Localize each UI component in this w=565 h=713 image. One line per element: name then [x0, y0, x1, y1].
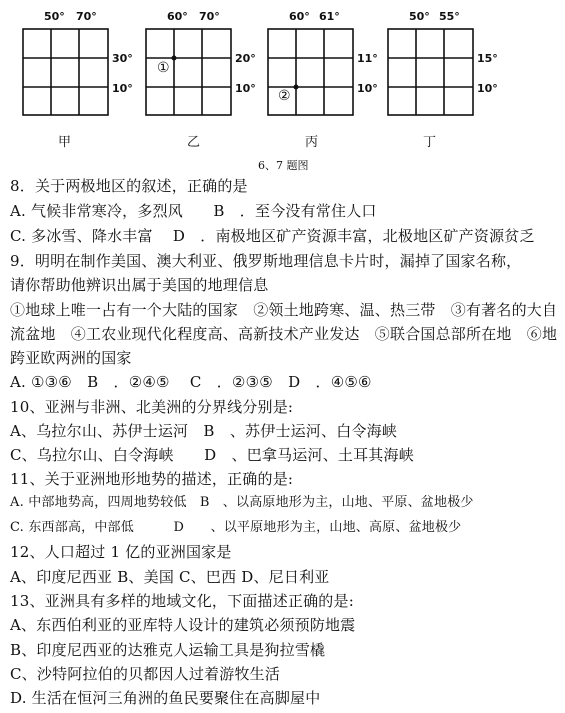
top-label-1: 60°: [167, 10, 188, 23]
q8-stem: 8．关于两极地区的叙述，正确的是: [10, 177, 248, 195]
top-label-1: 60°: [289, 10, 310, 23]
q12-options: A、印度尼西亚 B、美国 C、巴西 D、尼日利亚: [10, 568, 330, 586]
q11-options-ab: A. 中部地势高，四周地势较低 B 、以高原地形为主，山地、平原、盆地极少: [10, 495, 474, 510]
q13-option-b: B、印度尼西亚的达雅克人运输工具是狗拉雪橇: [10, 641, 326, 659]
q9-options: A. ①③⑥ B ．②④⑤ C ．②③⑤ D ．④⑤⑥: [10, 373, 372, 391]
figure-yi: [143, 0, 273, 160]
right-label-1: 20°: [235, 52, 256, 65]
location-dot: [172, 56, 177, 61]
top-label-1: 50°: [44, 10, 65, 23]
q9-stem-1: 9．明明在制作美国、澳大利亚、俄罗斯地理信息卡片时，漏掉了国家名称，: [10, 252, 522, 270]
q13-stem: 13、亚洲具有多样的地域文化，下面描述正确的是:: [10, 592, 354, 610]
q9-info-2: 流盆地 ④工农业现代化程度高、高新技术产业发达 ⑤联合国总部所在地 ⑥地: [10, 325, 558, 343]
q13-option-a: A、东西伯利亚的亚库特人设计的建筑必须预防地震: [10, 616, 356, 634]
right-label-2: 10°: [357, 82, 378, 95]
lat-lon-grid: [20, 0, 150, 160]
q11-stem: 11、关于亚洲地形地势的描述，正确的是:: [10, 470, 294, 488]
figure-name: 乙: [187, 135, 201, 150]
q13-option-d: D. 生活在恒河三角洲的鱼民要聚住在高脚屋中: [10, 689, 321, 707]
figure-jia: [20, 0, 150, 160]
q10-options-ab: A、乌拉尔山、苏伊士运河 B 、苏伊士运河、白令海峡: [10, 422, 398, 440]
lat-lon-grid: [385, 0, 515, 160]
point-marker-2: ②: [278, 88, 291, 104]
location-dot: [294, 85, 299, 90]
top-label-2: 70°: [76, 10, 97, 23]
figure-name: 丙: [305, 135, 319, 150]
figure-name: 甲: [58, 135, 72, 150]
figure-caption: 6、7 题图: [258, 159, 309, 172]
lat-lon-grid: [265, 0, 395, 160]
top-label-2: 61°: [319, 10, 340, 23]
q10-stem: 10、亚洲与非洲、北美洲的分界线分别是:: [10, 398, 294, 416]
right-label-1: 15°: [477, 52, 498, 65]
right-label-2: 10°: [112, 82, 133, 95]
top-label-2: 70°: [199, 10, 220, 23]
q12-stem: 12、人口超过 1 亿的亚洲国家是: [10, 543, 232, 561]
figure-bing: [265, 0, 395, 160]
q9-info-1: ①地球上唯一占有一个大陆的国家 ②领土地跨寒、温、热三带 ③有著名的大自: [10, 301, 558, 319]
right-label-2: 10°: [477, 82, 498, 95]
q8-options-cd: C. 多冰雪、降水丰富 D ．南极地区矿产资源丰富，北极地区矿产资源贫乏: [10, 227, 535, 245]
right-label-1: 11°: [357, 52, 378, 65]
q13-option-c: C、沙特阿拉伯的贝都因人过着游牧生活: [10, 665, 281, 683]
point-marker-1: ①: [157, 60, 170, 76]
right-label-2: 10°: [235, 82, 256, 95]
top-label-2: 55°: [439, 10, 460, 23]
figure-name: 丁: [423, 135, 437, 150]
figure-ding: [385, 0, 515, 160]
q9-stem-2: 请你帮助他辨识出属于美国的地理信息: [10, 276, 269, 294]
q11-options-cd: C. 东西部高，中部低 D 、以平原地形为主，山地、高原、盆地极少: [10, 520, 462, 535]
top-label-1: 50°: [409, 10, 430, 23]
right-label-1: 30°: [112, 52, 133, 65]
q9-info-3: 跨亚欧两洲的国家: [10, 349, 132, 367]
lat-lon-grid: [143, 0, 273, 160]
q8-options-ab: A. 气候非常寒冷，多烈风 B ．至今没有常住人口: [10, 202, 377, 220]
q10-options-cd: C、乌拉尔山、白令海峡 D 、巴拿马运河、土耳其海峡: [10, 446, 414, 464]
